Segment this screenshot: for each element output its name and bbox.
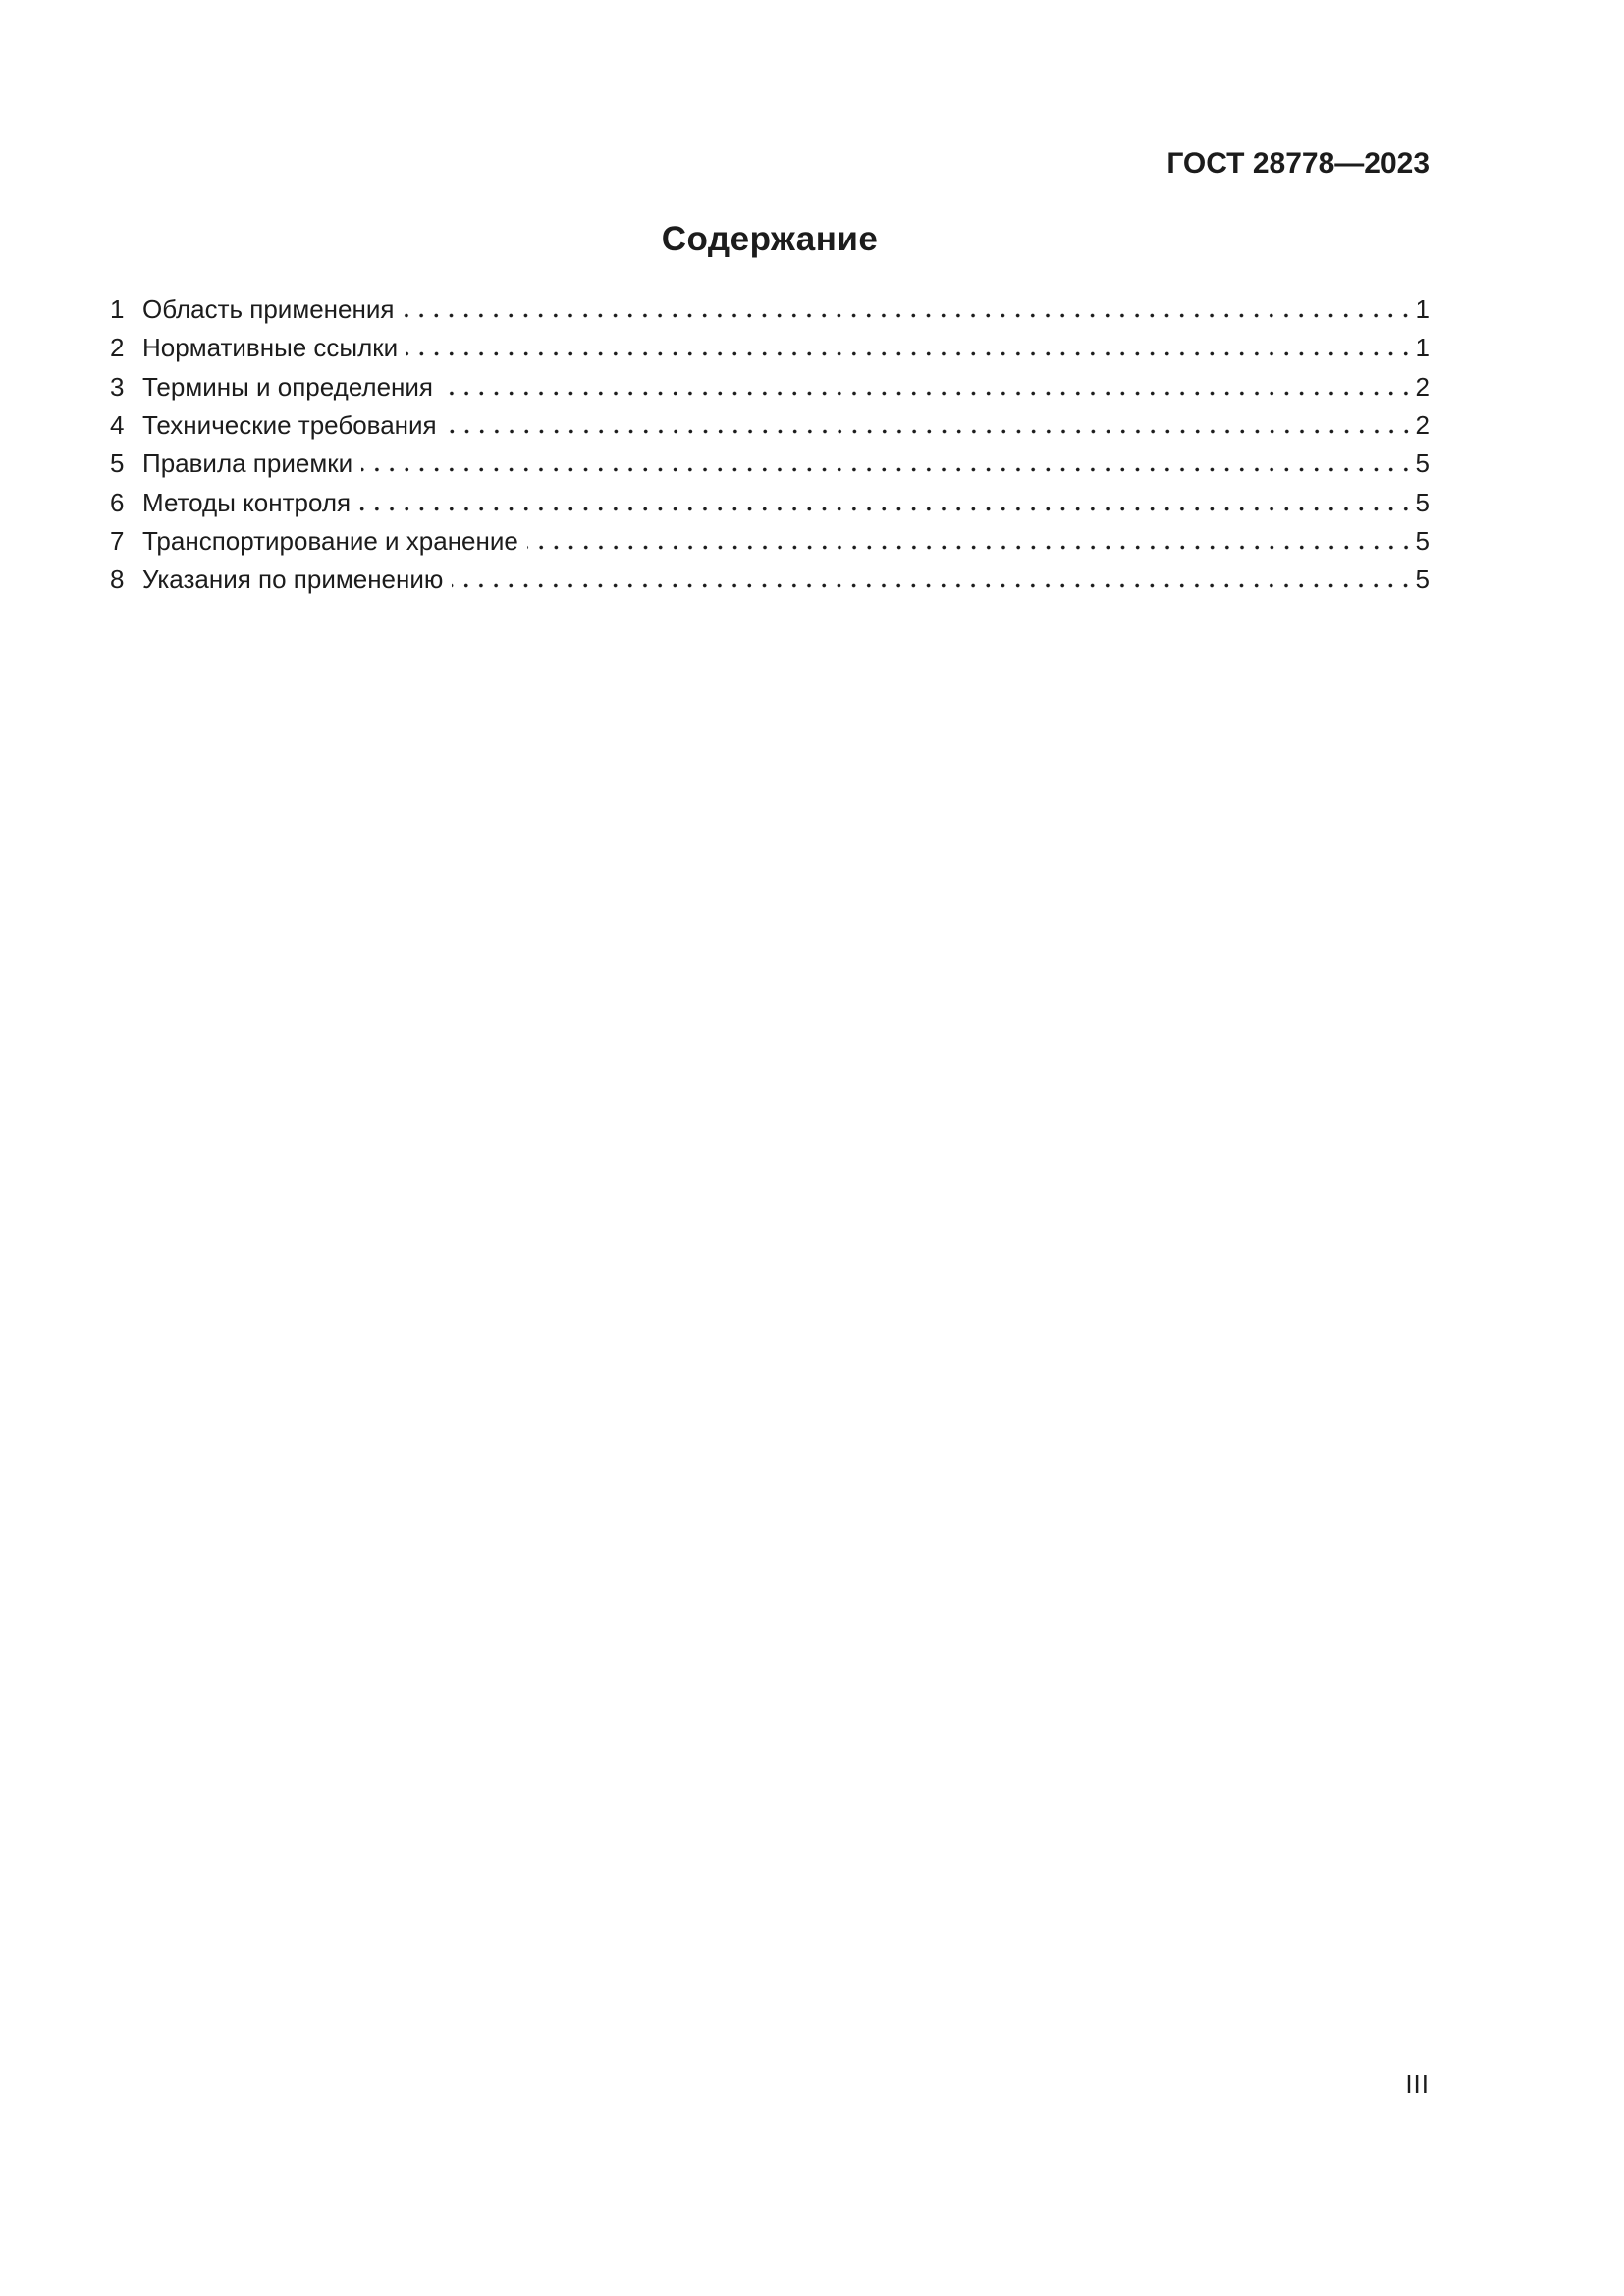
toc-entry bbox=[110, 558, 1430, 596]
toc-entry-page: 5 bbox=[1415, 449, 1430, 479]
toc-dot-leader bbox=[527, 519, 1414, 550]
toc-dot-leader bbox=[361, 442, 1413, 472]
toc-dot-leader bbox=[403, 288, 1413, 318]
toc-entry-number: 5 bbox=[110, 449, 125, 479]
toc-entry-label: Термины и определения bbox=[142, 371, 434, 401]
toc-entry bbox=[110, 365, 1430, 403]
toc-entry-number: 2 bbox=[110, 333, 125, 363]
toc-entry-label: Транспортирование и хранение bbox=[142, 526, 518, 557]
toc-entry-number: 6 bbox=[110, 487, 125, 517]
toc-entry-page: 5 bbox=[1415, 526, 1430, 557]
toc-entry-label: Правила приемки bbox=[142, 449, 353, 479]
toc-entry-number: 4 bbox=[110, 410, 125, 441]
toc-dot-leader bbox=[452, 558, 1413, 588]
toc-entry bbox=[110, 519, 1430, 558]
toc-dot-leader bbox=[406, 326, 1413, 356]
toc-dot-leader bbox=[442, 365, 1414, 396]
toc-entry bbox=[110, 481, 1430, 519]
toc-entry-page: 1 bbox=[1415, 333, 1430, 363]
toc-entry-label: Область применения bbox=[142, 294, 395, 324]
toc-dot-leader bbox=[359, 481, 1413, 511]
toc-entry bbox=[110, 326, 1430, 364]
page-title: Содержание bbox=[661, 220, 879, 258]
toc-entry-number: 8 bbox=[110, 564, 125, 595]
standard-code-header: ГОСТ 28778—2023 bbox=[1166, 147, 1430, 180]
toc-entry-number: 3 bbox=[110, 371, 125, 401]
toc-entry-page: 5 bbox=[1415, 564, 1430, 595]
toc-entry-label: Методы контроля bbox=[142, 487, 352, 517]
toc-entry bbox=[110, 288, 1430, 326]
toc-entry-page: 2 bbox=[1415, 371, 1430, 401]
toc-entry-label: Указания по применению bbox=[142, 564, 444, 595]
toc-entry-number: 1 bbox=[110, 294, 125, 324]
folio-page-number: III bbox=[1405, 2069, 1430, 2099]
toc-entry-label: Нормативные ссылки bbox=[142, 333, 399, 363]
toc-list bbox=[110, 288, 1430, 597]
toc-entry bbox=[110, 403, 1430, 442]
toc-dot-leader bbox=[446, 403, 1414, 434]
toc-entry-page: 2 bbox=[1415, 410, 1430, 441]
toc-entry bbox=[110, 442, 1430, 480]
toc-entry-number: 7 bbox=[110, 526, 125, 557]
toc-entry-label: Технические требования bbox=[142, 410, 437, 441]
toc-entry-page: 1 bbox=[1415, 294, 1430, 324]
toc-entry-page: 5 bbox=[1415, 487, 1430, 517]
